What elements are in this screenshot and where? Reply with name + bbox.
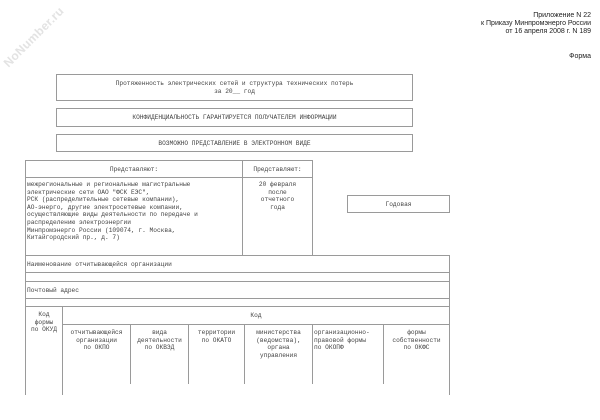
- code-header: Код: [250, 312, 262, 319]
- okopf-header: [314, 329, 383, 352]
- okved-header-line: вида: [152, 329, 167, 336]
- appendix-number: Приложение N 22: [533, 12, 591, 19]
- deadline-line: года: [270, 203, 285, 211]
- electronic-notice: ВОЗМОЖНО ПРЕДСТАВЛЕНИЕ В ЭЛЕКТРОННОМ ВИДЕ: [158, 140, 311, 147]
- electronic-notice-box: [56, 134, 413, 152]
- confidential-notice-box: [56, 108, 413, 127]
- confidential-notice: КОНФИДЕНЦИАЛЬНОСТЬ ГАРАНТИРУЕТСЯ ПОЛУЧАТЕЛЕМ ИНФОРМАЦИИ: [132, 114, 337, 121]
- submitter-line: межрегиональные и региональные магистральные: [27, 181, 191, 188]
- deadline: [243, 181, 312, 211]
- okpo-header-line: по ОКПО: [83, 344, 110, 352]
- deadline-line: отчетного: [260, 196, 295, 204]
- okopf-header-line: организационно-: [314, 329, 370, 336]
- ministry-header-line: министерства: [256, 329, 301, 336]
- okopf-header-line: правовой формы: [314, 336, 366, 344]
- okud-header-line: формы: [34, 318, 54, 326]
- ministry-header-line: управления: [259, 351, 298, 359]
- submitter-line: распределению электроэнергии: [27, 218, 131, 226]
- title-box: [56, 74, 413, 101]
- okved-header: [131, 329, 188, 352]
- deadline-line: 20 февраля: [258, 181, 297, 188]
- okpo-header: [63, 329, 130, 352]
- org-name-field[interactable]: [27, 273, 447, 281]
- okfs-header-line: по ОКФС: [403, 344, 430, 352]
- periodicity-box: [347, 195, 450, 213]
- okfs-header-line: формы: [407, 329, 426, 336]
- report-title: Протяженность электрических сетей и структура технических потерь: [115, 80, 354, 87]
- submitters-header: Представляют:: [109, 166, 159, 173]
- submitter-line: РСК (распределительные сетевые компании),: [27, 196, 180, 204]
- deadline-line: после: [268, 188, 287, 196]
- okato-header-line: по ОКАТО: [201, 336, 232, 344]
- submitter-line: АО-энерго, другие электросетевые компании,: [27, 203, 183, 211]
- okfs-header: [384, 329, 449, 352]
- ministry-header-line: органа: [267, 344, 290, 352]
- okud-header-line: Код: [38, 311, 50, 318]
- okved-header-line: деятельности: [137, 336, 182, 344]
- appendix-date: от 16 апреля 2008 г. N 189: [505, 28, 591, 36]
- periodicity: Годовая: [385, 201, 412, 208]
- org-name-label: Наименование отчитывающейся организации: [27, 261, 172, 268]
- okud-header-line: по ОКУД: [31, 326, 57, 334]
- report-year: за 20__ год: [214, 87, 255, 95]
- okopf-header-line: по ОКОПФ: [314, 344, 344, 352]
- appendix-header: [481, 12, 591, 37]
- ministry-header: [245, 329, 312, 359]
- deadline-header: Представляют:: [253, 166, 302, 173]
- okato-header-line: территории: [197, 329, 236, 336]
- postal-address-field[interactable]: [27, 299, 447, 306]
- submitters-list: [27, 181, 242, 242]
- okato-header: [189, 329, 244, 344]
- okpo-header-line: отчитывающейся: [70, 329, 123, 336]
- okpo-header-line: организации: [76, 336, 117, 344]
- form-label: Форма: [569, 53, 591, 60]
- watermark: NoNumber.ru: [0, 4, 67, 70]
- appendix-order: к Приказу Минпромэнерго России: [481, 20, 591, 28]
- postal-address-label: Почтовый адрес: [27, 287, 79, 294]
- submitter-line: электрические сети ОАО "ФСК ЕЭС",: [27, 188, 150, 196]
- okved-header-line: по ОКВЭД: [144, 344, 175, 352]
- submitter-line: осуществляющие виды деятельности по передаче и: [27, 211, 198, 219]
- okud-header: [26, 311, 62, 334]
- submitter-line: Минпромэнерго России (109074, г. Москва,: [27, 226, 176, 234]
- okfs-header-line: собственности: [392, 336, 441, 344]
- ministry-header-line: (ведомства),: [256, 336, 301, 344]
- submitter-line: Китайгородский пр., д. 7): [27, 234, 120, 242]
